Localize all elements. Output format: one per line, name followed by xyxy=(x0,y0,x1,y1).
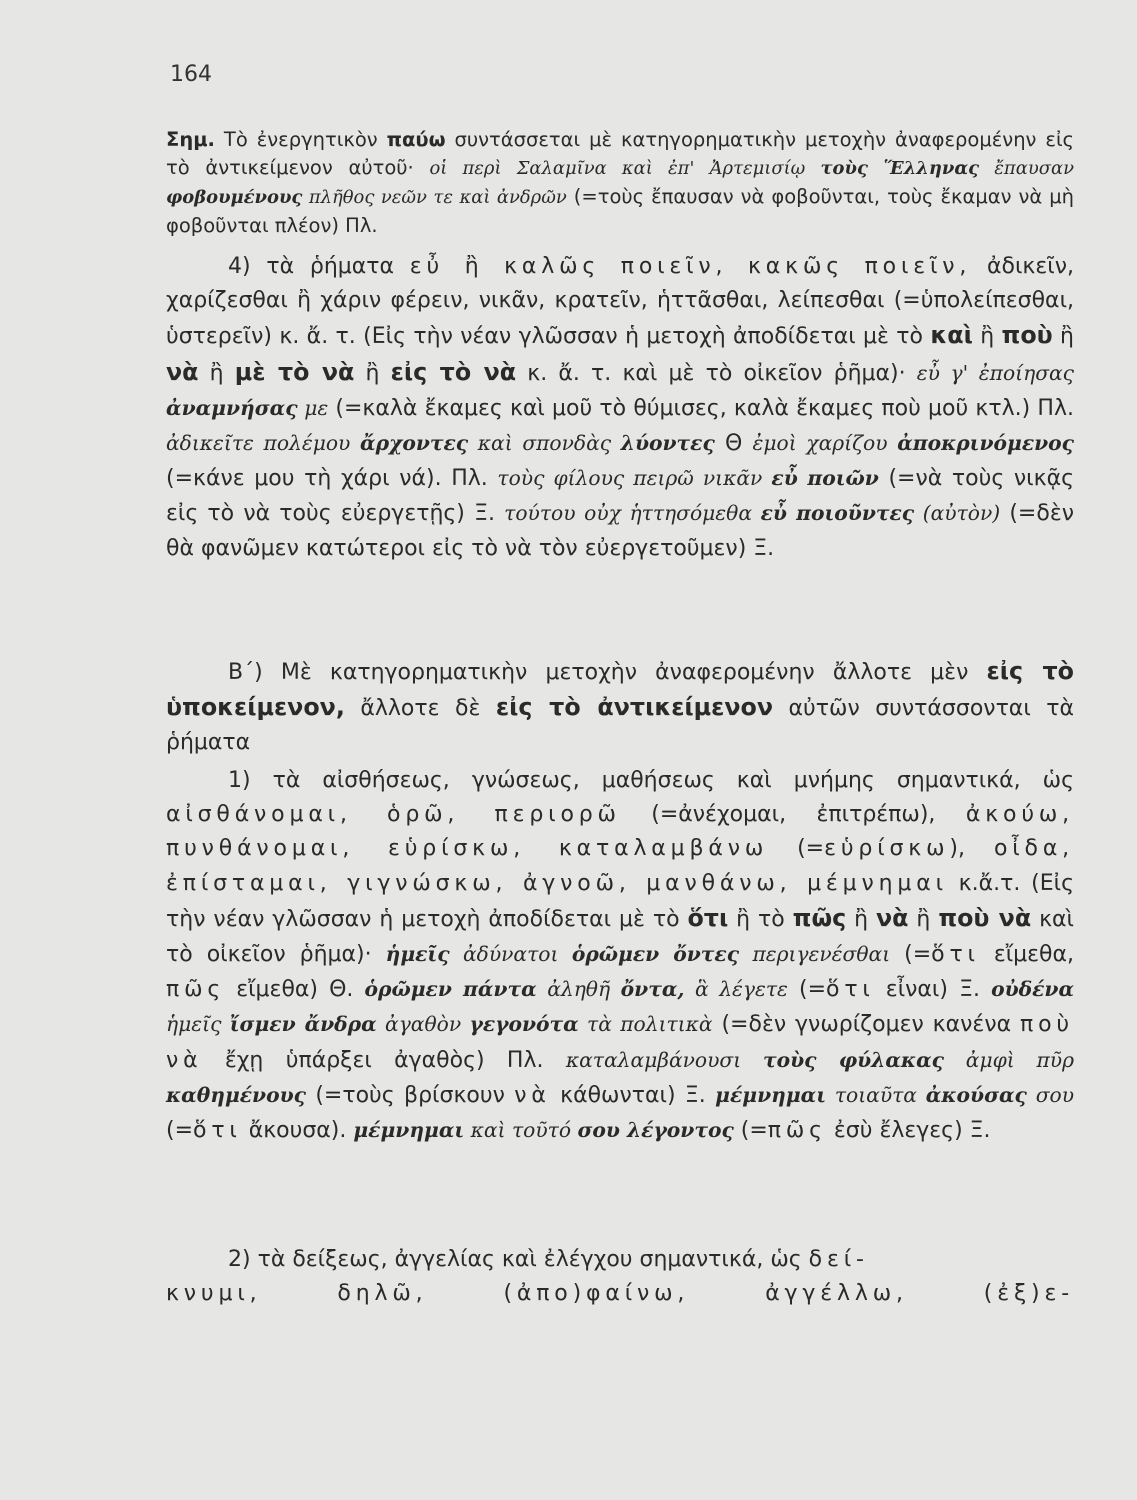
object-term: εἰς τὸ ἀντικείμενον xyxy=(495,693,774,722)
section-1-verbs xyxy=(166,764,1074,1148)
section-1-paragraph: 1) τὰ αἰσθήσεως, γνώσεως, μαθήσεως καὶ μνήμης σημαντικά, ὡς αἰσθάνομαι, ὁρῶ, περιορῶ (=ἀνέχομαι, ἐπιτρέπω), ἀκούω, πυνθάνομαι, εὑρίσκω, καταλαμβάνω (=εὑρίσκω), οἶδα, ἐπίσταμαι, γιγνώσκω, ἀγνοῶ, μανθάνω, μέμνημαι κ.ἄ.τ. (Εἰς τὴν νέαν γλῶσσαν ἡ μετοχὴ ἀποδίδεται μὲ τὸ ὅτι ἢ τὸ πῶς ἢ νὰ ἢ ποὺ νὰ καὶ τὸ οἰκεῖον ῥῆμα)· ἡμεῖς ἀδύνατοι ὁρῶμεν ὄντες περιγενέσθαι (=ὅτι εἴμεθα, πῶς εἴμεθα) Θ. ὁρῶμεν πάντα ἀληθῆ ὄντα, ἃ λέγετε (=ὅτι εἶναι) Ξ. οὐδένα ἡμεῖς ἴσμεν ἄνδρα ἀγαθὸν γεγονότα τὰ πολιτικὰ (=δὲν γνωρίζομεν κανένα ποὺ νὰ ἔχῃ ὑπάρξει ἀγαθὸς) Πλ. καταλαμβάνουσι τοὺς φύλακας ἀμφὶ πῦρ καθημένους (=τοὺς βρίσκουν νὰ κάθωνται) Ξ. μέμνημαι τοιαῦτα ἀκούσας σου (=ὅτι ἄκουσα). μέμνημαι καὶ τοῦτό σου λέγοντος (=πῶς ἐσὺ ἔλεγες) Ξ. xyxy=(166,768,1075,1144)
note-verb: παύω xyxy=(386,128,446,151)
section-b-paragraph: Β΄) Μὲ κατηγορηματικὴν μετοχὴν ἀναφερομένην ἄλλοτε μὲν εἰς τὸ ὑποκείμενον, ἄλλοτε δὲ εἰς τὸ ἀντικείμενον αὐτῶν συντάσσονται τὰ ῥήματα xyxy=(166,657,1074,756)
note-label: Σημ. xyxy=(166,128,215,151)
note-translation: (=τοὺς ἔπαυσαν νὰ φοβοῦνται, τοὺς ἔκαμαν νὰ μὴ φοβοῦνται πλέον) Πλ. xyxy=(166,185,1074,237)
example: εὖ γ' ἐποίησας xyxy=(916,360,1075,385)
section-b-heading xyxy=(166,654,1074,761)
note-paragraph xyxy=(166,126,1074,240)
page-number: 164 xyxy=(170,62,212,87)
note-text: Σημ. Τὸ ἐνεργητικὸν παύω συντάσσεται μὲ κατηγορηματικὴν μετοχὴν ἀναφερομένην εἰς τὸ ἀντικείμενον αὐτοῦ· οἱ περὶ Σαλαμῖνα καὶ ἐπ' Ἀρτεμισίῳ τοὺς Ἕλληνας ἔπαυσαν φοβουμένους πλῆθος νεῶν τε καὶ ἀνδρῶν (=τοὺς ἔπαυσαν νὰ φοβοῦνται, τοὺς ἔκαμαν νὰ μὴ φοβοῦνται πλέον) Πλ. xyxy=(166,128,1074,237)
section-4-verbs xyxy=(166,250,1074,566)
section-4-paragraph: 4) τὰ ῥήματα εὖ ἢ καλῶς ποιεῖν, κακῶς ποιεῖν, ἀδικεῖν, χαρίζεσθαι ἢ χάριν φέρειν, νικᾶν, κρατεῖν, ἡττᾶσθαι, λείπεσθαι (=ὑπολείπεσθαι, ὑστερεῖν) κ. ἄ. τ. (Εἰς τὴν νέαν γλῶσσαν ἡ μετοχὴ ἀποδίδεται μὲ τὸ καὶ ἢ ποὺ ἢ νὰ ἢ μὲ τὸ νὰ ἢ εἰς τὸ νὰ κ. ἄ. τ. καὶ μὲ τὸ οἰκεῖον ῥῆμα)· εὖ γ' ἐποίησας ἀναμνήσας με (=καλὰ ἔκαμες καὶ μοῦ τὸ θύμισες, καλὰ ἔκαμες ποὺ μοῦ κτλ.) Πλ. ἀδικεῖτε πολέμου ἄρχοντες καὶ σπονδὰς λύοντες Θ ἐμοὶ χαρίζου ἀποκρινόμενος (=κάνε μου τὴ χάρι νά). Πλ. τοὺς φίλους πειρῶ νικᾶν εὖ ποιῶν (=νὰ τοὺς νικᾷς εἰς τὸ νὰ τοὺς εὐεργετῇς) Ξ. τούτου οὐχ ἡττησόμεθα εὖ ποιοῦντες (αὐτὸν) (=δὲν θὰ φανῶμεν κατώτεροι εἰς τὸ νὰ τὸν εὐεργετοῦμεν) Ξ. xyxy=(166,254,1075,561)
section-2-paragraph: 2) τὰ δείξεως, ἀγγελίας καὶ ἐλέγχου σημαντικά, ὡς δεί- xyxy=(228,1247,869,1272)
note-example: οἱ περὶ Σαλαμῖνα καὶ ἐπ' Ἀρτεμισίῳ xyxy=(429,158,821,179)
section-2-last-line: κνυμι, δηλῶ, (ἀπο)φαίνω, ἀγγέλλω, (ἐξ)ε- xyxy=(166,1281,1074,1307)
verb-phrase: εὖ ἢ καλῶς ποιεῖν, κακῶς ποιεῖν, xyxy=(409,254,972,279)
section-2-verbs xyxy=(166,1243,1074,1311)
subject-term: εἰς τὸ ὑποκείμενον, xyxy=(166,657,1074,722)
